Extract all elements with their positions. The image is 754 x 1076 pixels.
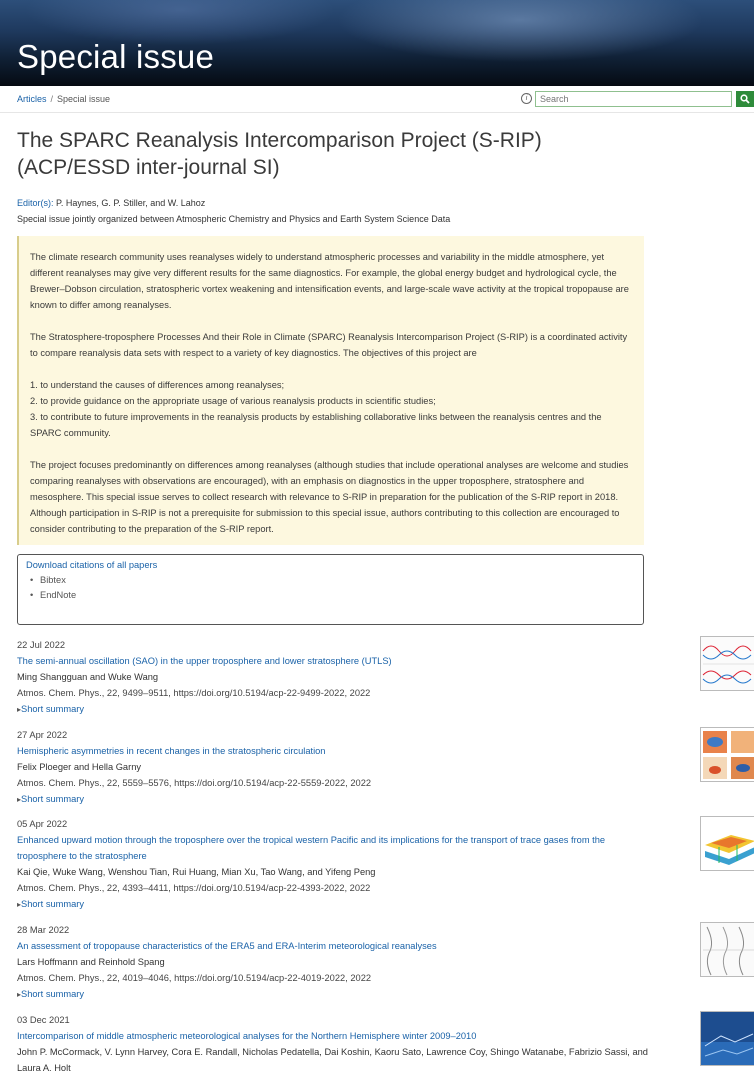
paper-citation[interactable]: Atmos. Chem. Phys., 22, 4019–4046, https://doi.org/10.5194/acp-22-4019-2022, 2022: [17, 973, 372, 983]
paper-item: [17, 727, 652, 808]
breadcrumb-current: Special issue: [57, 94, 111, 104]
objectives-list: [30, 377, 632, 441]
paper-item: [17, 637, 652, 718]
issue-title-line2: (ACP/ESSD inter-journal SI): [17, 156, 280, 179]
paper-thumbnail[interactable]: [700, 816, 754, 871]
map-panels-thumbnail-image: [701, 728, 754, 782]
paper-authors: John P. McCormack, V. Lynn Harvey, Cora E. Randall, Nicholas Pedatella, Dai Koshin, Kaoru Sato, Lawrence Coy, Shingo Watanabe, Fabrizio Sassi, and Laura A. Holt: [17, 1047, 648, 1073]
short-summary-toggle[interactable]: ▸ Short summary: [17, 986, 652, 1003]
citations-box: [17, 554, 644, 625]
paper-date: 03 Dec 2021: [17, 1015, 70, 1025]
paper-thumbnail[interactable]: [700, 727, 754, 782]
paper-date: 27 Apr 2022: [17, 730, 68, 740]
paper-thumbnail[interactable]: [700, 922, 754, 977]
issue-description: [17, 236, 644, 545]
objective-item: 1. to understand the causes of differences among reanalyses;: [30, 380, 285, 390]
line-plot-thumbnail-image: [701, 637, 754, 691]
breadcrumb: [17, 94, 110, 104]
paper-authors: Kai Qie, Wuke Wang, Wenshou Tian, Rui Huang, Mian Xu, Tao Wang, and Yifeng Peng: [17, 867, 376, 877]
paper-title-link[interactable]: Hemispheric asymmetries in recent changes in the stratospheric circulation: [17, 746, 326, 756]
issue-title-line1: The SPARC Reanalysis Intercomparison Project (S-RIP): [17, 129, 542, 152]
paper-citation[interactable]: Atmos. Chem. Phys., 22, 5559–5576, https://doi.org/10.5194/acp-22-5559-2022, 2022: [17, 778, 372, 788]
organized-line: Special issue jointly organized between Atmospheric Chemistry and Physics and Earth System Science Data: [17, 214, 451, 224]
paper-date: 05 Apr 2022: [17, 819, 68, 829]
paper-thumbnail[interactable]: [700, 1011, 754, 1066]
profile-plot-thumbnail-image: [701, 923, 754, 977]
short-summary-toggle[interactable]: ▸ Short summary: [17, 791, 652, 808]
paper-date: 22 Jul 2022: [17, 640, 66, 650]
paper-thumbnail[interactable]: [700, 636, 754, 691]
paper-item: [17, 922, 652, 1003]
paper-title-link[interactable]: Intercomparison of middle atmospheric meteorological analyses for the Northern Hemisphere winter 2009–2010: [17, 1031, 477, 1041]
paper-authors: Lars Hoffmann and Reinhold Spang: [17, 957, 165, 967]
paper-authors: Felix Ploeger and Hella Garny: [17, 762, 142, 772]
description-paragraph-2: The Stratosphere-troposphere Processes And their Role in Climate (SPARC) Reanalysis Intercomparison Project (S-RIP) is a coordinated activity to compare reanalysis data sets with respect to a variety of key diagnostics. The objectives of this project are: [30, 332, 628, 358]
paper-title-link[interactable]: An assessment of tropopause characteristics of the ERA5 and ERA-Interim meteorological reanalyses: [17, 941, 437, 951]
paper-citation[interactable]: Atmos. Chem. Phys., 22, 4393–4411, https://doi.org/10.5194/acp-22-4393-2022, 2022: [17, 883, 371, 893]
paper-item: [17, 1012, 652, 1076]
header-banner: [0, 0, 754, 86]
short-summary-toggle[interactable]: ▸ Short summary: [17, 701, 652, 718]
search-input[interactable]: [535, 91, 732, 107]
info-icon[interactable]: i: [521, 93, 532, 104]
paper-date: 28 Mar 2022: [17, 925, 70, 935]
citation-format-list: [26, 575, 635, 600]
page-title: Special issue: [17, 38, 215, 75]
download-citations-link[interactable]: Download citations of all papers: [26, 560, 158, 570]
breadcrumb-separator: /: [50, 94, 54, 104]
paper-title-link[interactable]: The semi-annual oscillation (SAO) in the upper troposphere and lower stratosphere (UTLS): [17, 656, 392, 666]
search-icon: [740, 94, 750, 104]
short-summary-toggle[interactable]: ▸ Short summary: [17, 896, 652, 913]
paper-item: [17, 816, 652, 913]
breadcrumb-articles-link[interactable]: Articles: [17, 94, 47, 104]
paper-title-link[interactable]: Enhanced upward motion through the troposphere over the tropical western Pacific and its implications for the transport of trace gases from the troposphere to the stratosphere: [17, 835, 606, 861]
description-paragraph-3: The project focuses predominantly on differences among reanalyses (although studies that include operational analyses are welcome and studies comparing reanalyses with observations are encouraged), with an emphasis on diagnostics in the upper troposphere, stratosphere and mesosphere. This special issue serves to collect research with relevance to S-RIP in preparation for the publication of the S-RIP report in 2018. Although participation in S-RIP is not a prerequisite for submission to this special issue, authors contributing to this collection are encouraged to consider contributing to the preparation of the S-RIP report.: [30, 460, 629, 534]
paper-citation[interactable]: Atmos. Chem. Phys., 22, 9499–9511, https://doi.org/10.5194/acp-22-9499-2022, 2022: [17, 688, 371, 698]
description-paragraph-1: The climate research community uses reanalyses widely to understand atmospheric processes and variability in the middle atmosphere, yet different reanalyses may give very different results for the same diagnostics. For example, the global energy budget and hydrological cycle, the Brewer–Dobson circulation, stratospheric vortex weakening and intensification events, and large-scale wave activity at the tropical tropopause are known to differ among reanalyses.: [30, 252, 629, 310]
3d-surface-thumbnail-image: [701, 817, 754, 871]
globe-thumbnail-image: [701, 1012, 754, 1066]
editors-names: P. Haynes, G. P. Stiller, and W. Lahoz: [56, 198, 206, 208]
issue-title: [17, 127, 617, 181]
bibtex-link[interactable]: • Bibtex: [40, 575, 635, 585]
editors-label: Editor(s):: [17, 198, 54, 208]
search-button[interactable]: [736, 91, 754, 107]
endnote-link[interactable]: • EndNote: [40, 590, 635, 600]
editors-line: [17, 198, 205, 208]
objective-item: 2. to provide guidance on the appropriate usage of various reanalysis products in scientific studies;: [30, 396, 436, 406]
objective-item: 3. to contribute to future improvements in the reanalysis products by establishing collaborative links between the reanalysis centres and the SPARC community.: [30, 412, 602, 438]
paper-authors: Ming Shangguan and Wuke Wang: [17, 672, 159, 682]
